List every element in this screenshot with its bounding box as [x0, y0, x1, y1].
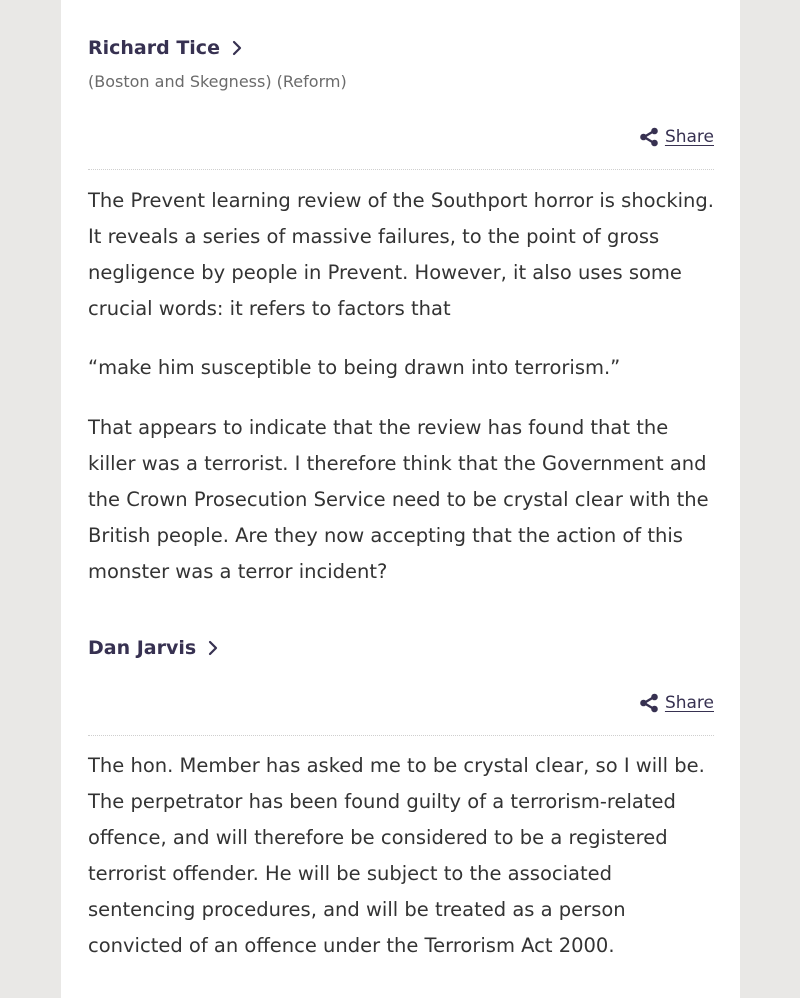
share-button[interactable]: [639, 693, 714, 713]
member-name: Dan Jarvis: [88, 637, 197, 659]
chevron-right-icon: [226, 39, 248, 57]
member-constituency: (Boston and Skegness) (Reform): [88, 72, 347, 91]
share-icon: [639, 127, 659, 147]
member-name: Richard Tice: [88, 37, 220, 59]
share-icon: [639, 693, 659, 713]
divider: [88, 169, 714, 170]
member-link-richard-tice[interactable]: [88, 35, 248, 61]
contribution-paragraph: The Prevent learning review of the Southport horror is shocking. It reveals a series of massive failures, to the point of gross negligence by people in Prevent. However, it also uses some crucial words: it refers to factors that: [88, 189, 714, 320]
share-row: [88, 693, 714, 719]
member-link-dan-jarvis[interactable]: [88, 635, 224, 661]
share-label: Share: [664, 127, 714, 147]
divider: [88, 735, 714, 736]
chevron-right-icon: [202, 639, 224, 657]
share-button[interactable]: [639, 127, 714, 147]
contribution-quote: “make him susceptible to being drawn into terrorism.”: [88, 356, 621, 379]
contribution-paragraph: That appears to indicate that the review has found that the killer was a terrorist. I therefore think that the Government and the Crown Prosecution Service need to be crystal clear with the British people. Are they now accepting that the action of this monster was a terror incident?: [88, 416, 709, 583]
contribution-paragraph: The hon. Member has asked me to be crystal clear, so I will be. The perpetrator has been found guilty of a terrorism-related offence, and will therefore be considered to be a registered terrorist offender. He will be subject to the associated sentencing procedures, and will be treated as a person convicted of an offence under the Terrorism Act 2000.: [88, 754, 705, 957]
share-row: [88, 127, 714, 153]
share-label: Share: [664, 693, 714, 713]
hansard-page: [61, 0, 740, 998]
